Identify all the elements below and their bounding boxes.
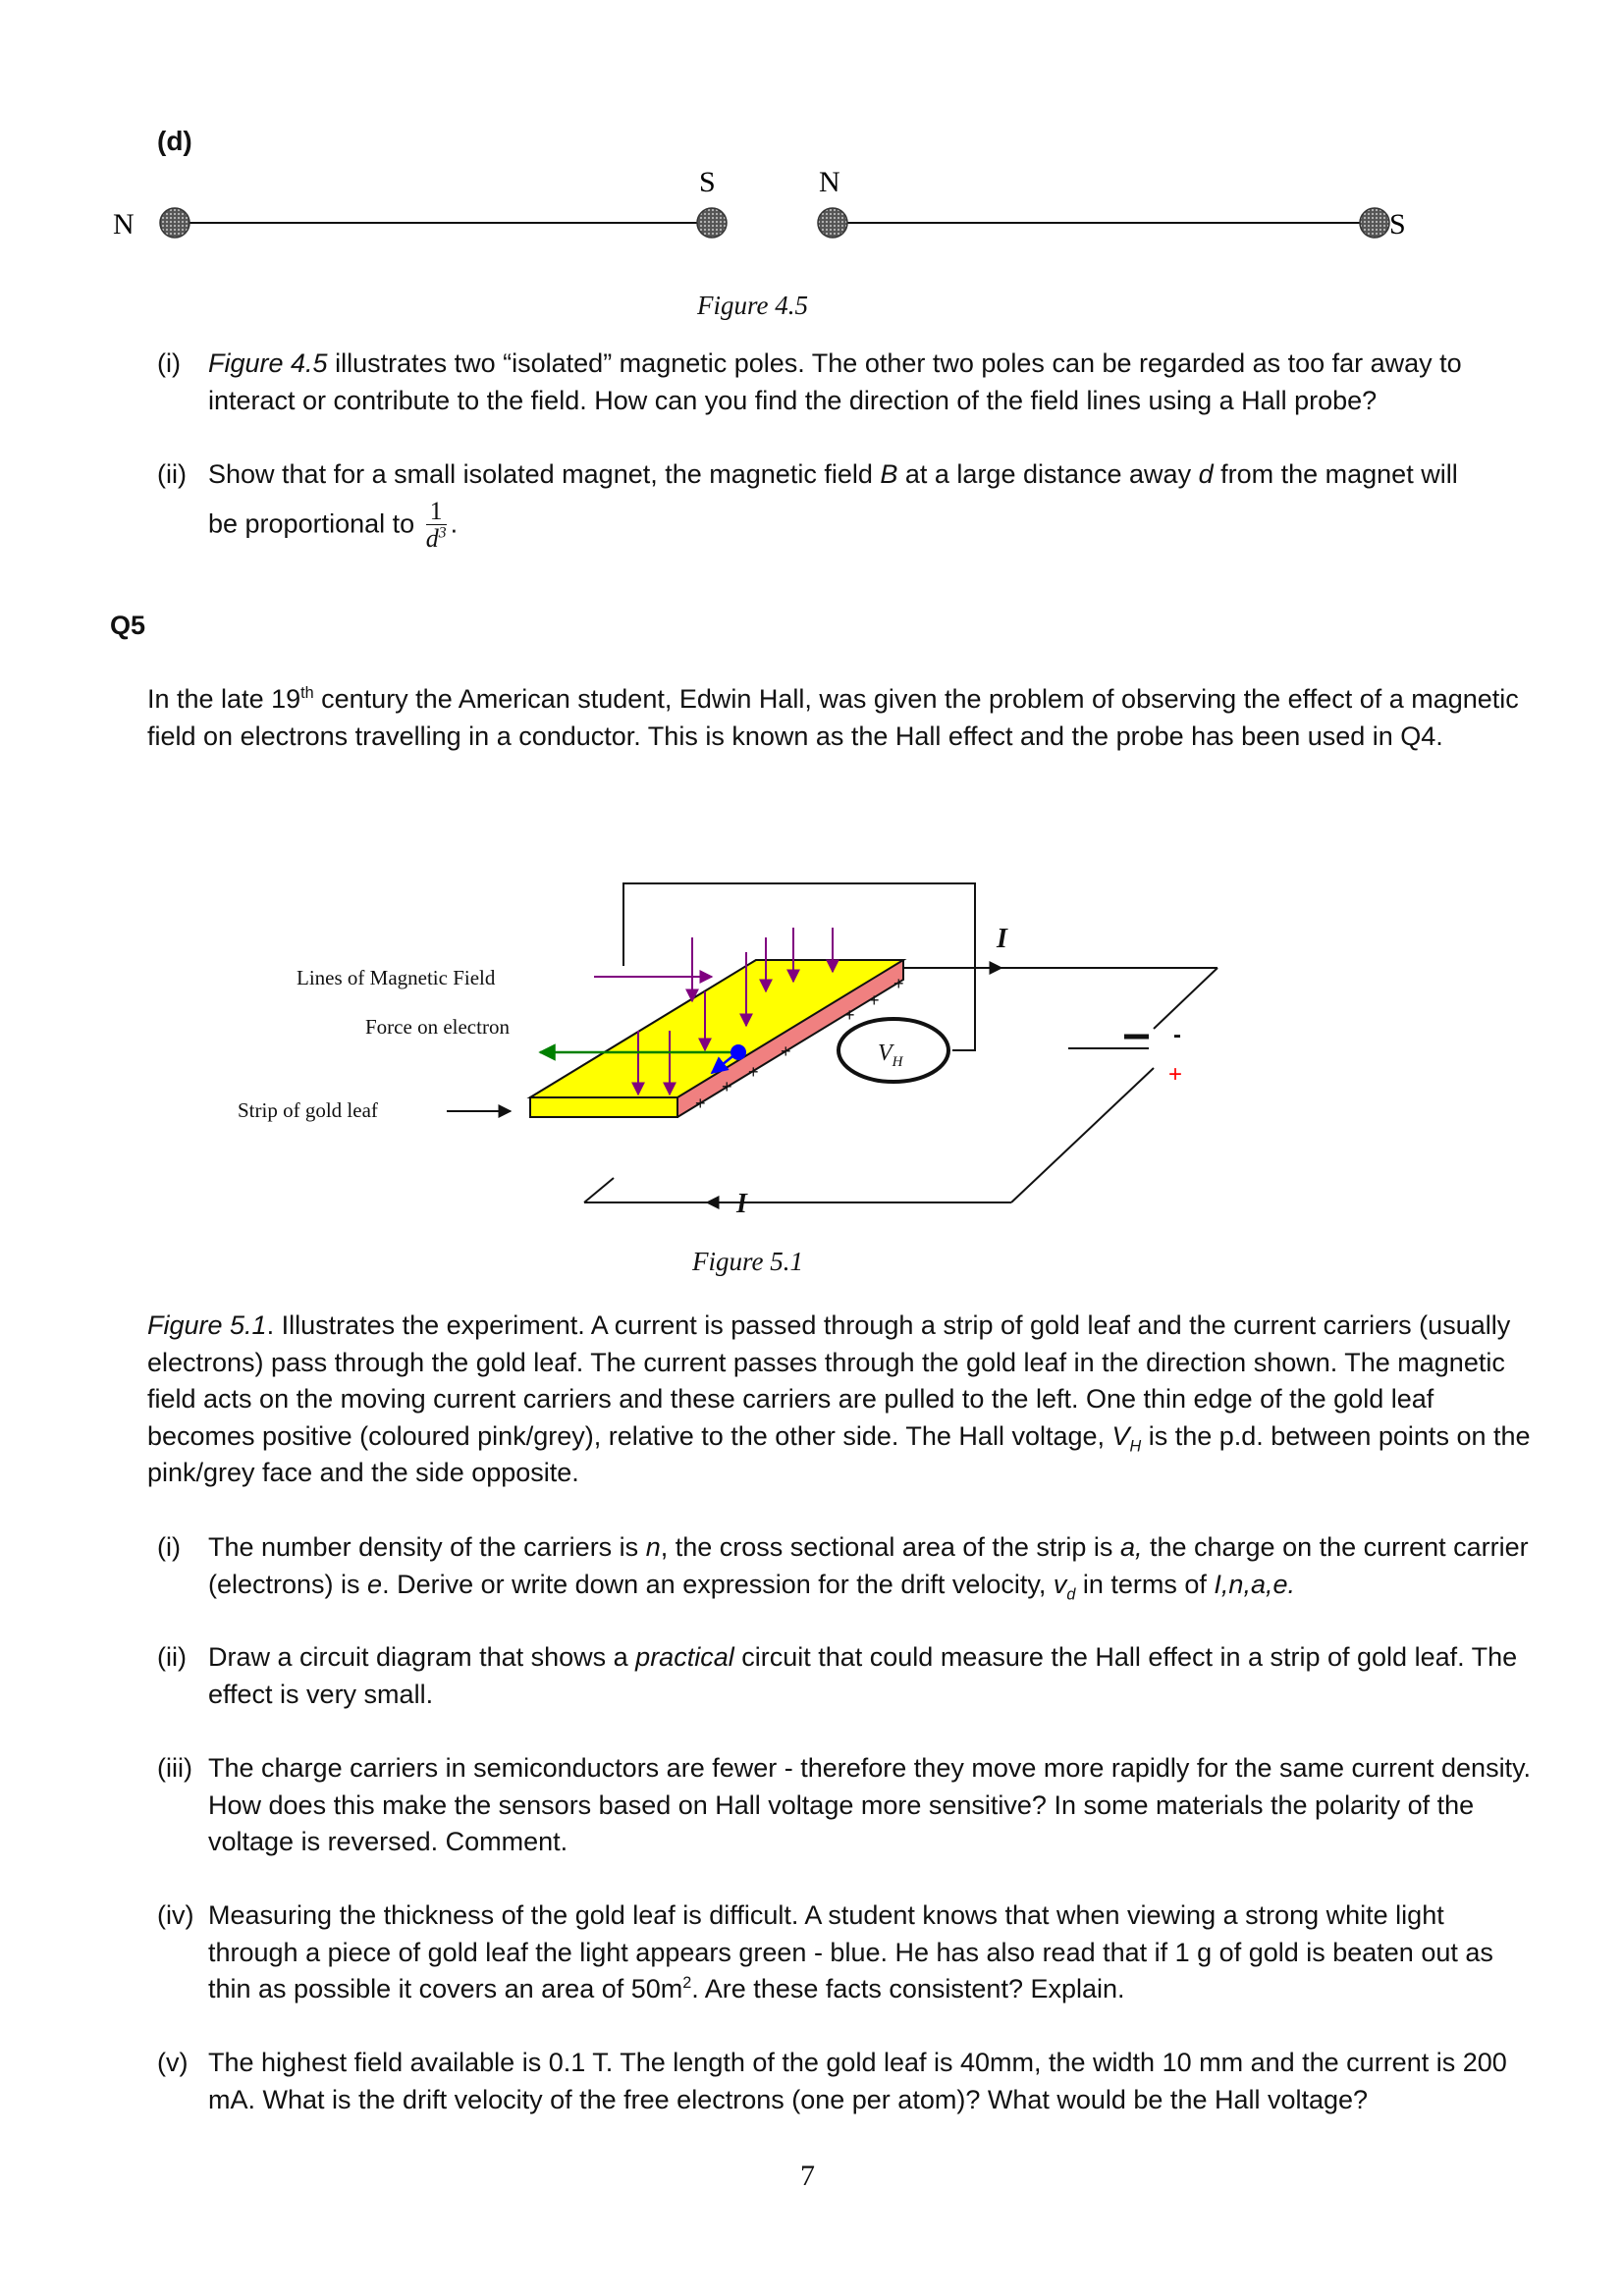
q5-intro: In the late 19th century the American student, Edwin Hall, was given the problem of observing the effect of a magnetic field on electrons travelling in a conductor. This is known as the Hall effect and the probe has been used in Q4. bbox=[147, 684, 1519, 751]
pole-right-inner bbox=[818, 208, 847, 238]
figure-4-5-caption: Figure 4.5 bbox=[697, 291, 808, 320]
q5-explanation: Figure 5.1. Illustrates the experiment. A current is passed through a strip of gold leaf and the current carriers (usually electrons) pass through the gold leaf. The current passes through the gold leaf in the direction shown. The magnetic field acts on the moving current carriers and these carriers are pulled to the left. One thin edge of the gold leaf becomes positive (coloured pink/grey), relative to the other side. The Hall voltage, $V_H$ is the p.d. between points on the pink/grey face and the side opposite. bbox=[147, 1310, 1531, 1487]
q5-item-iv: (iv) Measuring the thickness of the gold leaf is difficult. A student knows that when viewing a strong white light through a piece of gold leaf the light appears green - blue. He has also read that if 1 g of gold is beaten out as thin as possible it covers an area of $50m^2$. Are these facts consistent? Explain. bbox=[157, 1900, 1493, 2003]
pole-right-end bbox=[1360, 208, 1389, 238]
voltmeter-label: $V_H$ bbox=[878, 1041, 903, 1070]
pole-label-left-end: N bbox=[113, 208, 135, 240]
label-force-on-electron: Force on electron bbox=[365, 1015, 510, 1039]
circuit-wire-bottom-join bbox=[584, 1178, 614, 1202]
svg-text:+: + bbox=[748, 1062, 759, 1082]
figure-4-5-diagram bbox=[98, 157, 1434, 255]
page-number: 7 bbox=[800, 2160, 815, 2192]
q5-item-iii: (iii) The charge carriers in semiconductors are fewer - therefore they move more rapidly for the same current density. How does this make the sensors based on Hall voltage more sensitive? In some materials the polarity of the voltage is reversed. Comment. bbox=[157, 1753, 1532, 1856]
pole-label-right-end: S bbox=[1389, 208, 1406, 240]
part-d-item-i bbox=[157, 346, 1532, 419]
figure-5-1-diagram bbox=[226, 874, 1257, 1217]
label-strip-of-gold-leaf: Strip of gold leaf bbox=[238, 1098, 378, 1122]
svg-text:+: + bbox=[722, 1077, 732, 1096]
pole-label-right-inner: N bbox=[819, 166, 840, 198]
q5-item-i: (i) The number density of the carriers is n, the cross sectional area of the strip is a, the charge on the current carrier (electrons) is e. Derive or write down an expression for the drift velocity, $v_d$ in terms of I,n,a,e. bbox=[157, 1532, 1529, 1603]
label-magnetic-field: Lines of Magnetic Field bbox=[297, 966, 496, 989]
label-current-top: I bbox=[997, 924, 1007, 954]
svg-text:+: + bbox=[893, 974, 904, 993]
fraction-one-over-d-cubed: $\frac{1}{d^3}$ bbox=[425, 497, 447, 553]
battery-positive-sign: + bbox=[1168, 1061, 1183, 1088]
svg-text:+: + bbox=[695, 1094, 706, 1113]
voltmeter bbox=[839, 1019, 948, 1082]
part-d-label: (d) bbox=[157, 126, 192, 156]
part-d-item-ii bbox=[157, 456, 1532, 494]
q5-item-v: (v) The highest field available is 0.1 T. The length of the gold leaf is 40mm, the width 10 mm and the current is 200 mA. What is the drift velocity of the free electrons (one per atom)? What would be the Hall voltage? bbox=[157, 2048, 1507, 2114]
item-text: Show that for a small isolated magnet, the magnetic field B at a large distance away d from the magnet will bbox=[208, 459, 1458, 489]
figure-reference: Figure 5.1 bbox=[147, 1310, 267, 1340]
electron bbox=[730, 1044, 746, 1060]
q5-item-ii: (ii) Draw a circuit diagram that shows a practical circuit that could measure the Hall effect in a strip of gold leaf. The effect is very small. bbox=[157, 1642, 1518, 1709]
pole-left-inner bbox=[697, 208, 727, 238]
battery-negative-sign: - bbox=[1173, 1022, 1181, 1048]
item-text: illustrates two “isolated” magnetic poles. The other two poles can be regarded as too far away to interact or contribute to the field. How can you find the direction of the field lines using a Hall probe? bbox=[208, 348, 1462, 415]
question-5-label: Q5 bbox=[110, 611, 146, 640]
item-number: (i) bbox=[157, 348, 181, 378]
gold-leaf-front-face bbox=[530, 1097, 677, 1117]
proportional-line: be proportional to $\frac{1}{d^3}$ . bbox=[208, 497, 459, 553]
label-current-bottom: I bbox=[736, 1189, 747, 1217]
figure-5-1-caption: Figure 5.1 bbox=[692, 1247, 803, 1276]
pole-left-end bbox=[160, 208, 189, 238]
svg-text:+: + bbox=[844, 1005, 855, 1025]
circuit-wire-right-lower bbox=[1011, 1068, 1154, 1202]
item-number: (ii) bbox=[157, 459, 187, 489]
svg-text:+: + bbox=[781, 1041, 791, 1061]
figure-reference: Figure 4.5 bbox=[208, 348, 328, 378]
pole-label-left-inner: S bbox=[699, 166, 716, 198]
svg-text:+: + bbox=[869, 990, 880, 1010]
circuit-wire-right-upper bbox=[1154, 968, 1217, 1029]
